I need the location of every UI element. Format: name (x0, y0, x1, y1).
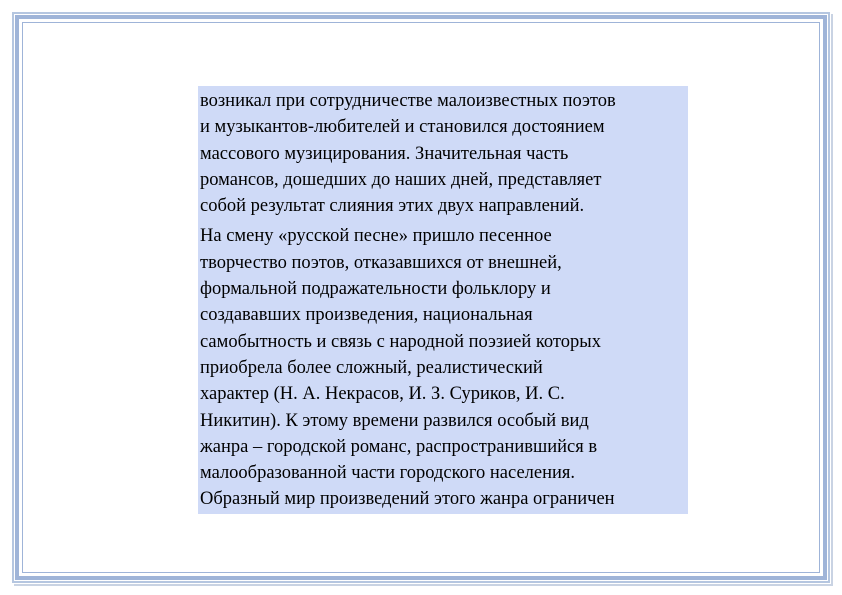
text-line: формальной подражательности фольклору и (200, 279, 551, 300)
highlighted-text-box (198, 86, 688, 514)
text-line: романсов, дошедших до наших дней, представляет (200, 169, 602, 190)
text-line: и музыкантов-любителей и становился достоянием (200, 117, 605, 138)
text-line: творчество поэтов, отказавшихся от внешней, (200, 252, 562, 273)
text-line: малообразованной части городского населения. (200, 463, 576, 484)
paragraph-2 (200, 223, 688, 512)
text-line: создававших произведения, национальная (200, 305, 533, 326)
text-line: Образный мир произведений этого жанра ограничен (200, 489, 615, 510)
text-line: жанра – городской романс, распространившийся в (200, 436, 598, 457)
slide-frame-shadow-bottom (14, 584, 833, 586)
slide-frame-shadow-right (831, 14, 833, 584)
text-line: собой результат слияния этих двух направлений. (200, 196, 585, 217)
text-line: На смену «русской песне» пришло песенное (200, 226, 552, 247)
paragraph-1 (200, 88, 688, 219)
text-line: характер (Н. А. Некрасов, И. З. Суриков, И. С. (200, 384, 565, 405)
text-line: массового музицирования. Значительная часть (200, 143, 569, 164)
text-line: приобрела более сложный, реалистический (200, 357, 543, 378)
text-line: Никитин). К этому времени развился особый вид (200, 410, 589, 431)
text-line: возникал при сотрудничестве малоизвестных поэтов (200, 91, 616, 111)
text-line: самобытность и связь с народной поэзией которых (200, 331, 601, 352)
